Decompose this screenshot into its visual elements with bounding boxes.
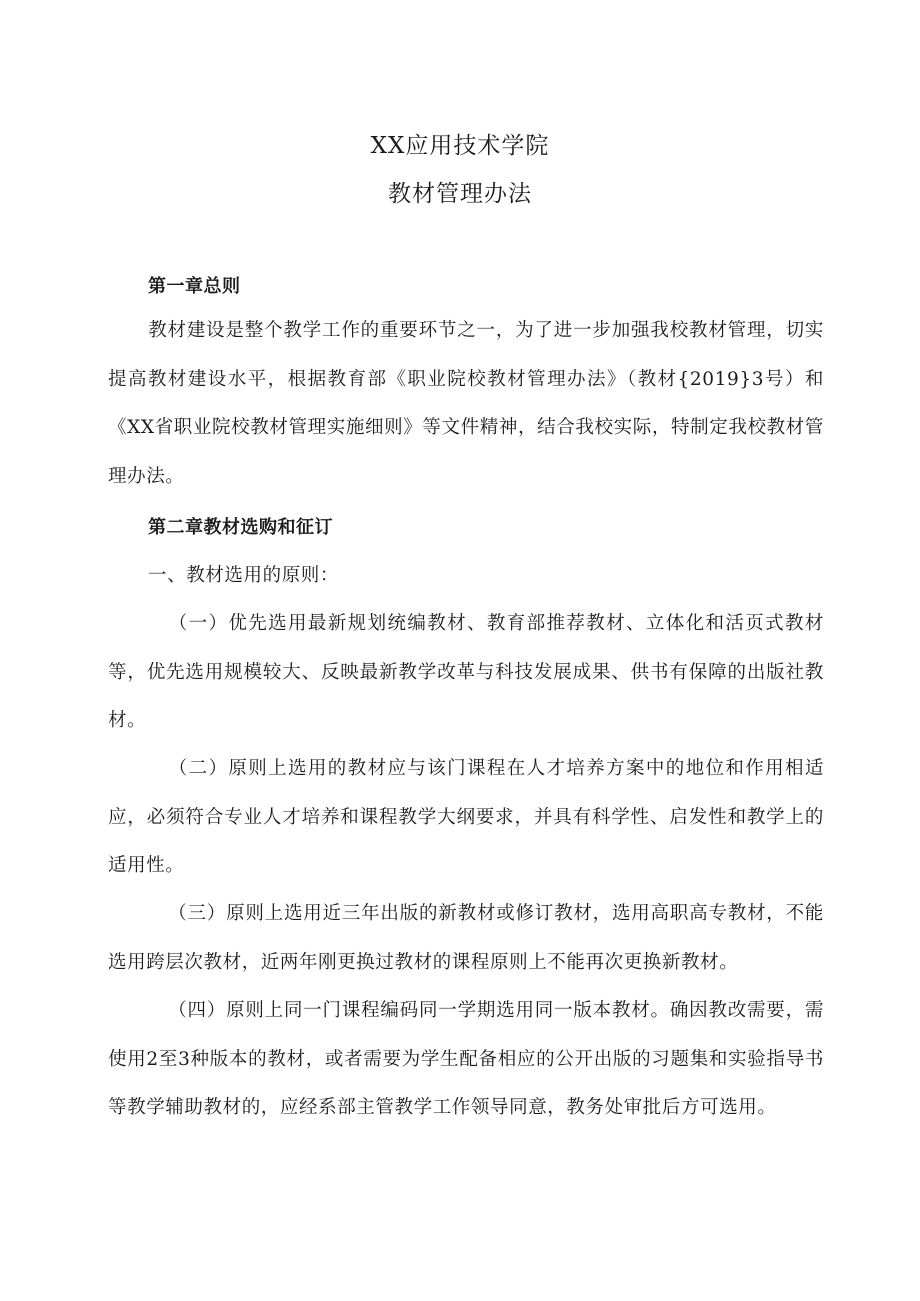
item-1-text: （一）优先选用最新规划统编教材、教育部推荐教材、立体化和活页式教材等，优先选用规模较大、反映最新教学改革与科技发展成果、供书有保障的出版社教材。	[108, 613, 824, 731]
item-3-paragraph	[108, 890, 824, 987]
item-1-paragraph	[108, 600, 824, 746]
section-1-heading	[108, 552, 824, 601]
section-1-text: 一、教材选用的原则：	[148, 565, 340, 586]
chapter-1-text: 教材建设是整个教学工作的重要环节之一，为了进一步加强我校教材管理，切实提高教材建设水平，根据教育部《职业院校教材管理办法》（教材{2019}3号）和《XX省职业院校教材管理实施细则》等文件精神，结合我校实际，特制定我校教材管理办法。	[108, 320, 824, 487]
document-title: 教材管理办法	[388, 181, 532, 207]
chapter-2-heading: 第二章教材选购和征订	[148, 517, 333, 538]
chapter-1-paragraph	[108, 307, 824, 501]
item-3-text: （三）原则上选用近三年出版的新教材或修订教材，选用高职高专教材，不能选用跨层次教材，近两年刚更换过教材的课程原则上不能再次更换新教材。	[108, 903, 824, 973]
document-title-institution: XX应用技术学院	[370, 133, 550, 159]
item-4-text: （四）原则上同一门课程编码同一学期选用同一版本教材。确因教改需要，需使用2至3种版本的教材，或者需要为学生配备相应的公开出版的习题集和实验指导书等教学辅助教材的，应经系部主管教学工作领导同意，教务处审批后方可选用。	[108, 1000, 824, 1118]
item-4-paragraph	[108, 987, 824, 1133]
item-2-paragraph	[108, 745, 824, 891]
item-2-text: （二）原则上选用的教材应与该门课程在人才培养方案中的地位和作用相适应，必须符合专业人才培养和课程教学大纲要求，并具有科学性、启发性和教学上的适用性。	[108, 758, 824, 876]
chapter-1-heading: 第一章总则	[148, 276, 241, 297]
